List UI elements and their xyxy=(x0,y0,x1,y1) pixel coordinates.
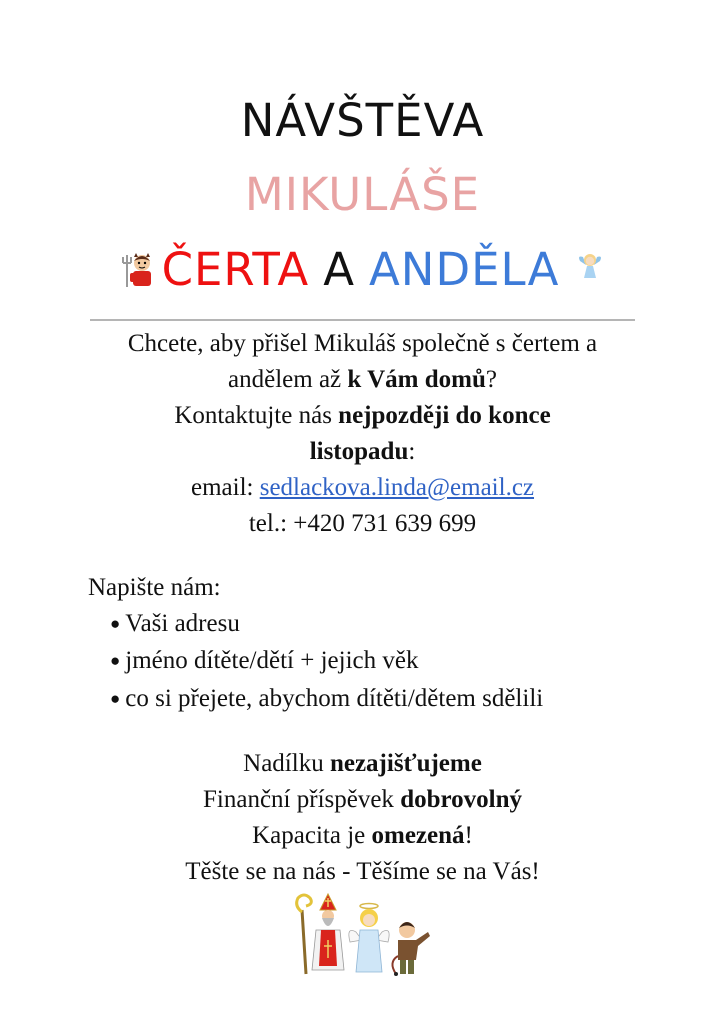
intro-line-3-text: Kontaktujte nás xyxy=(174,402,339,429)
title-divider xyxy=(90,319,635,321)
notes-line-2 xyxy=(60,782,665,818)
notes-line-3-end: ! xyxy=(464,822,473,849)
intro-line-2-end: ? xyxy=(485,366,497,393)
intro-line-1: Chcete, aby přišel Mikuláš společně s čertem a xyxy=(127,330,598,357)
list-item: ● co si přejete, abychom dítěti/dětem sdělili xyxy=(110,681,668,719)
list-item: ● Vaši adresu xyxy=(110,606,668,644)
mikulas-figure xyxy=(297,894,344,974)
intro-line-4 xyxy=(60,434,665,470)
title-a: A xyxy=(323,243,355,296)
email-line xyxy=(60,470,665,506)
devil-icon xyxy=(122,251,156,289)
intro-section xyxy=(60,326,665,542)
angel-icon xyxy=(577,251,603,279)
email-label: email: xyxy=(190,474,260,501)
notes-line-4: Těšte se na nás - Těšíme se na Vás! xyxy=(185,858,540,885)
characters-illustration-icon xyxy=(292,890,432,978)
notes-line-3-bold: omezená xyxy=(371,822,465,849)
intro-line-4-bold: listopadu xyxy=(309,438,409,465)
title-andela: ANDĚLA xyxy=(369,243,560,296)
title-line-certa-andela xyxy=(0,243,725,296)
notes-line-1-bold: nezajišťujeme xyxy=(329,750,482,777)
notes-section xyxy=(60,746,665,890)
notes-line-3 xyxy=(60,818,665,854)
phone-line: tel.: +420 731 639 699 xyxy=(248,510,477,537)
devil-figure xyxy=(392,922,430,976)
request-list xyxy=(88,606,668,719)
email-link[interactable]: sedlackova.linda@email.cz xyxy=(259,474,535,501)
list-item: ● jméno dítěte/dětí + jejich věk xyxy=(110,643,668,681)
notes-line-3-text: Kapacita je xyxy=(252,822,372,849)
notes-line-2-text: Finanční příspěvek xyxy=(203,786,401,813)
intro-line-4-end: : xyxy=(408,438,416,465)
notes-line-1-text: Nadílku xyxy=(243,750,330,777)
title-line-mikulase: MIKULÁŠE xyxy=(244,168,481,221)
angel-figure xyxy=(349,904,389,973)
notes-line-1 xyxy=(60,746,665,782)
intro-line-2-text: andělem až xyxy=(228,366,348,393)
title-line-navsteva: NÁVŠTĚVA xyxy=(240,94,485,147)
intro-line-2-bold: k Vám domů xyxy=(347,366,486,393)
intro-line-3-bold: nejpozději do konce xyxy=(338,402,551,429)
request-heading: Napište nám: xyxy=(88,574,221,601)
title-certa: ČERTA xyxy=(161,243,310,296)
intro-line-3 xyxy=(60,398,665,434)
notes-line-2-bold: dobrovolný xyxy=(400,786,522,813)
intro-line-2 xyxy=(60,362,665,398)
request-section xyxy=(88,570,668,718)
